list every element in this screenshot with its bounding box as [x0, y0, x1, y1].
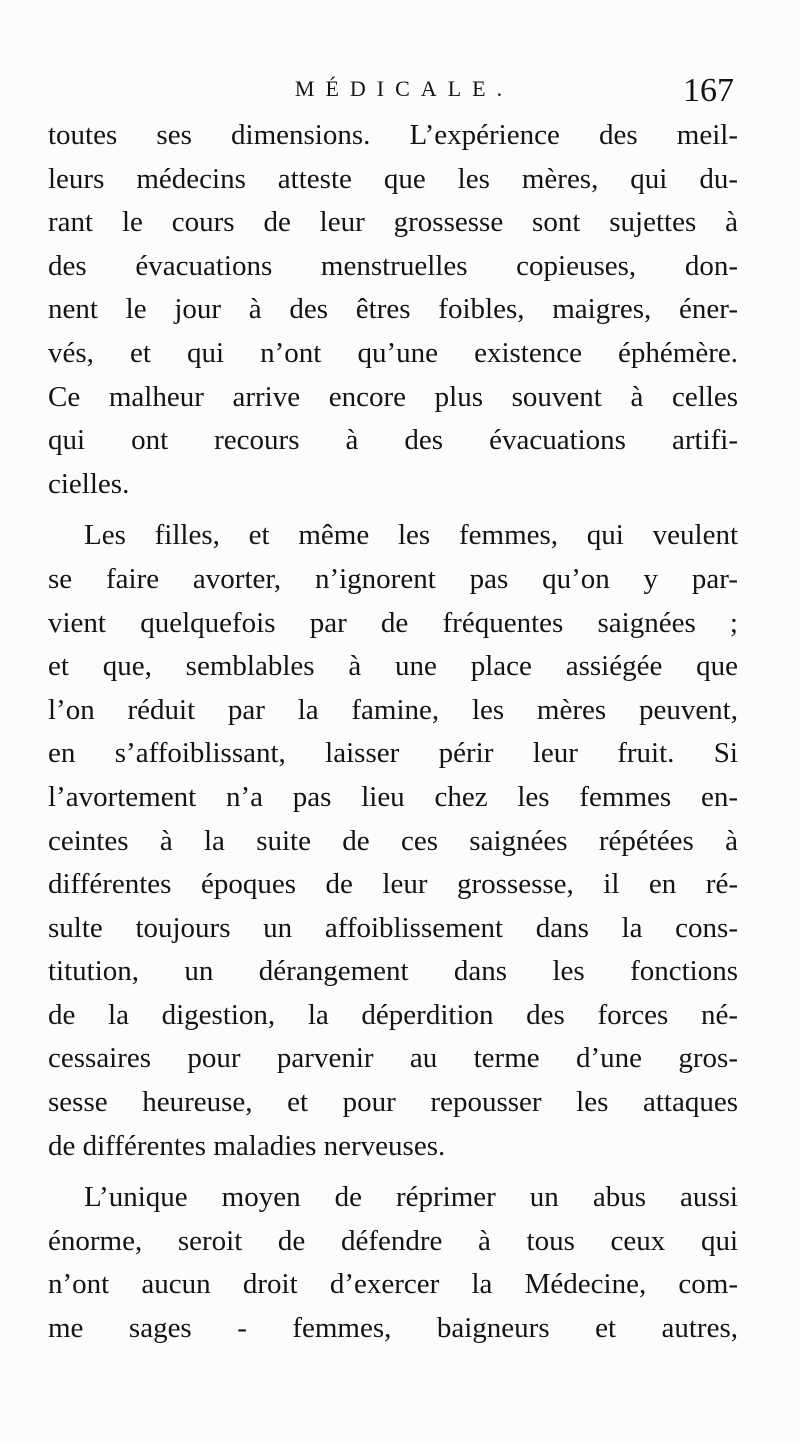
text-line: se faire avorter, n’ignorent pas qu’on y par-: [48, 562, 738, 595]
text-line: énorme, seroit de défendre à tous ceux qui: [48, 1224, 738, 1257]
text-line: me sages - femmes, baigneurs et autres,: [48, 1312, 738, 1345]
text-line: nent le jour à des êtres foibles, maigres, éner-: [48, 293, 738, 326]
text-line: leurs médecins atteste que les mères, qui du-: [48, 162, 738, 195]
text-line: différentes époques de leur grossesse, il en ré-: [48, 868, 738, 901]
running-head: [48, 72, 740, 112]
text-line: ceintes à la suite de ces saignées répétées à: [48, 824, 738, 857]
paragraph-1: [48, 114, 738, 506]
text-line: cielles.: [48, 467, 130, 500]
running-title: MÉDICALE.: [294, 76, 514, 101]
text-line: qui ont recours à des évacuations artifi-: [48, 424, 738, 457]
text-line: titution, un dérangement dans les fonctions: [48, 955, 738, 988]
paragraph-2: [48, 514, 738, 1168]
text-line: l’on réduit par la famine, les mères peuvent,: [48, 693, 738, 726]
text-line: sulte toujours un affoiblissement dans la cons-: [48, 911, 738, 944]
text-line: cessaires pour parvenir au terme d’une gros-: [48, 1042, 738, 1075]
text-line: toutes ses dimensions. L’expérience des meil-: [48, 119, 738, 151]
text-line: rant le cours de leur grossesse sont sujettes à: [48, 206, 738, 239]
text-line: Ce malheur arrive encore plus souvent à celles: [48, 380, 738, 413]
text-line: Les filles, et même les femmes, qui veulent: [84, 519, 738, 552]
text-line: et que, semblables à une place assiégée que: [48, 650, 738, 683]
text-line: vés, et qui n’ont qu’une existence éphémère.: [48, 336, 738, 369]
text-line: des évacuations menstruelles copieuses, don-: [48, 249, 738, 282]
text-line: sesse heureuse, et pour repousser les attaques: [48, 1086, 738, 1119]
text-line: l’avortement n’a pas lieu chez les femmes en-: [48, 780, 738, 813]
text-line: n’ont aucun droit d’exercer la Médecine, com-: [48, 1268, 738, 1301]
text-line: de la digestion, la déperdition des forces né-: [48, 998, 738, 1031]
text-line: de différentes maladies nerveuses.: [48, 1129, 446, 1162]
page-number: 167: [683, 72, 734, 109]
text-line: L’unique moyen de réprimer un abus aussi: [84, 1181, 738, 1214]
body-text: [48, 114, 738, 1351]
text-line: en s’affoiblissant, laisser périr leur fruit. Si: [48, 737, 738, 770]
paragraph-3: [48, 1176, 738, 1350]
text-line: vient quelquefois par de fréquentes saignées ;: [48, 606, 738, 639]
